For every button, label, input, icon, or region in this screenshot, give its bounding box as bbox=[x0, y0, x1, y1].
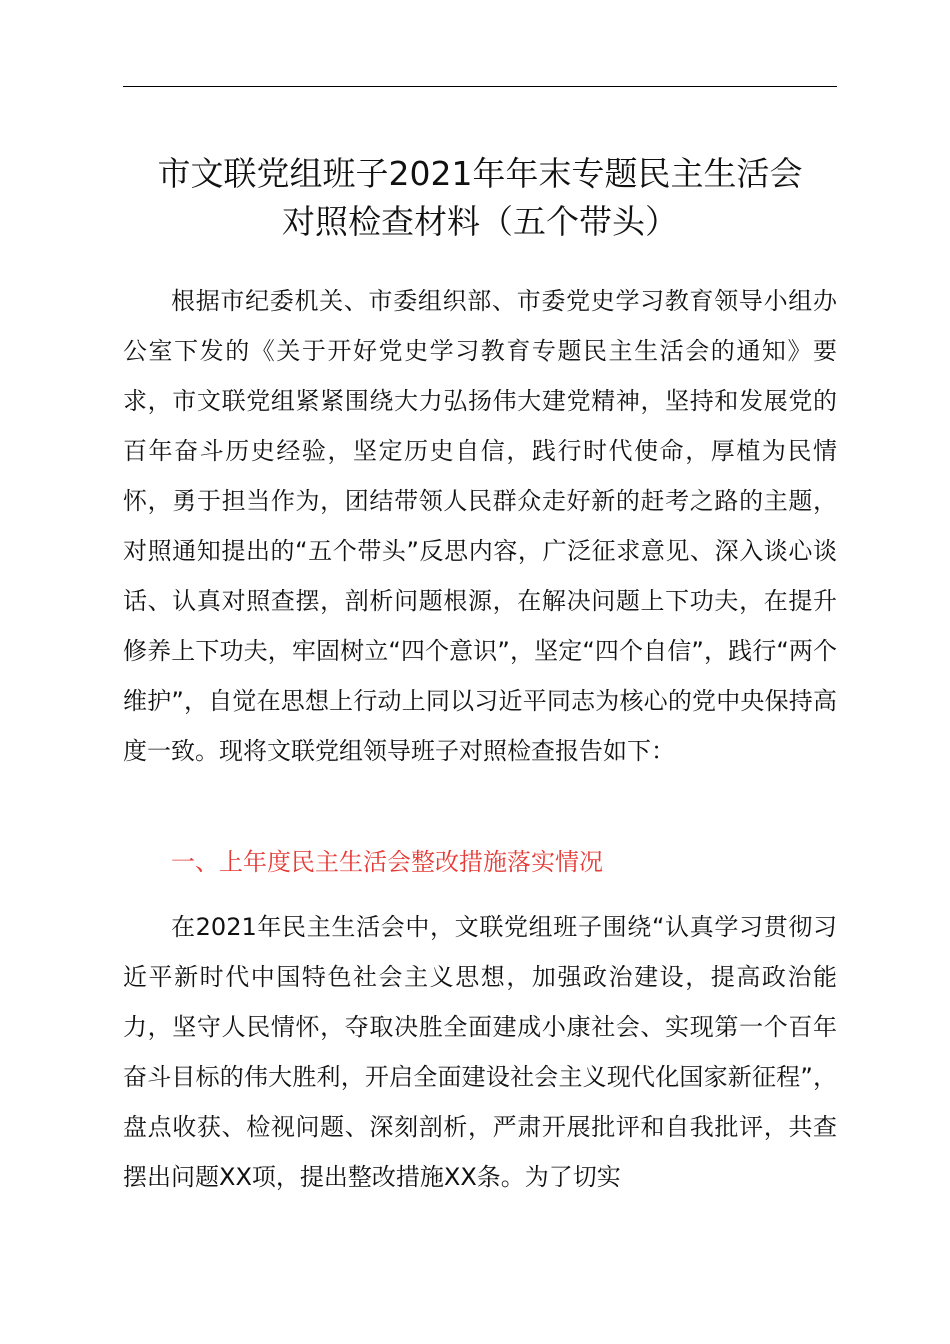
intro-paragraph: 根据市纪委机关、市委组织部、市委党史学习教育领导小组办公室下发的《关于开好党史学习教育专题民主生活会的通知》要求，市文联党组紧紧围绕大力弘扬伟大建党精神，坚持和发展党的百年奋斗历史经验，坚定历史自信，践行时代使命，厚植为民情怀，勇于担当作为，团结带领人民群众走好新的赶考之路的主题，对照通知提出的“五个带头”反思内容，广泛征求意见、深入谈心谈话、认真对照查摆，剖析问题根源，在解决问题上下功夫，在提升修养上下功夫，牢固树立“四个意识”，坚定“四个自信”，践行“两个维护”，自觉在思想上行动上同以习近平同志为核心的党中央保持高度一致。现将文联党组领导班子对照检查报告如下： bbox=[123, 287, 837, 765]
title-line-1: 市文联党组班子2021年年末专题民主生活会 bbox=[157, 154, 803, 193]
document-title bbox=[100, 150, 860, 246]
title-line-2: 对照检查材料（五个带头） bbox=[282, 202, 678, 241]
section-heading-1: 一、上年度民主生活会整改措施落实情况 bbox=[171, 848, 603, 876]
header-rule bbox=[123, 86, 837, 87]
section-1-paragraph: 在2021年民主生活会中，文联党组班子围绕“认真学习贯彻习近平新时代中国特色社会主义思想，加强政治建设，提高政治能力，坚守人民情怀，夺取决胜全面建成小康社会、实现第一个百年奋斗目标的伟大胜利，开启全面建设社会主义现代化国家新征程”，盘点收获、检视问题、深刻剖析，严肃开展批评和自我批评，共查摆出问题XX项，提出整改措施XX条。为了切实 bbox=[123, 913, 837, 1191]
